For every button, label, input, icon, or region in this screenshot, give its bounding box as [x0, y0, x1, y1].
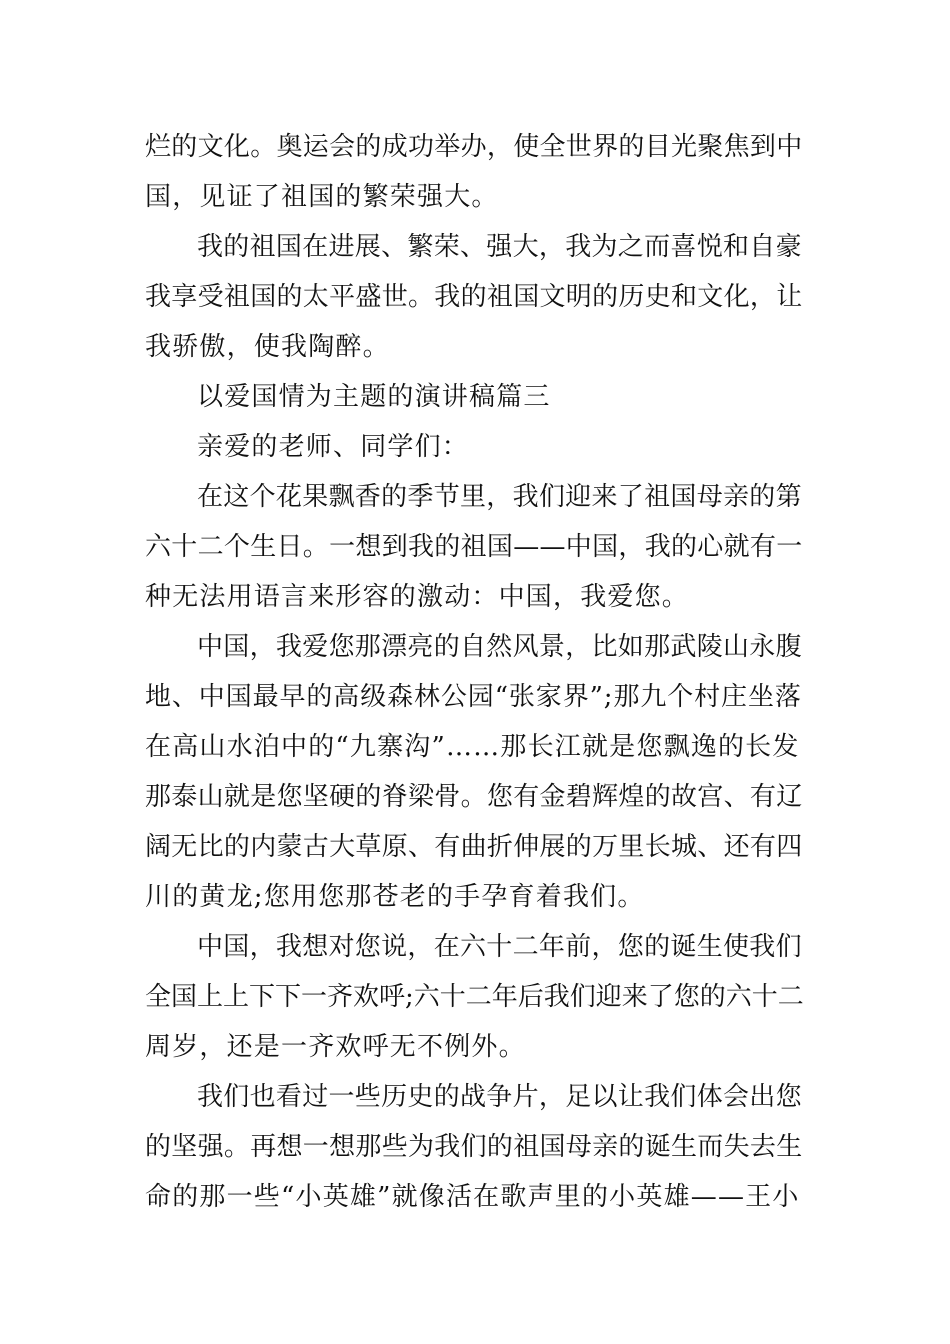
- salutation: 亲爱的老师、同学们：: [197, 432, 470, 462]
- text-line-12: 地、中国最早的高级森林公园“张家界”;那九个村庄坐落: [145, 682, 802, 712]
- text-line-5: 我骄傲，使我陶醉。: [145, 332, 390, 362]
- section-heading: 以爱国情为主题的演讲稿篇三: [197, 382, 551, 412]
- text-line-16: 川的黄龙;您用您那苍老的手孕育着我们。: [145, 882, 645, 912]
- text-line-1: 烂的文化。奥运会的成功举办，使全世界的目光聚焦到中: [145, 132, 803, 162]
- text-line-10: 种无法用语言来形容的激动：中国，我爱您。: [145, 582, 690, 612]
- text-line-17: 中国，我想对您说，在六十二年前，您的诞生使我们: [197, 932, 802, 962]
- text-line-22: 命的那一些“小英雄”就像活在歌声里的小英雄——王小: [145, 1182, 800, 1212]
- text-line-3: 我的祖国在进展、繁荣、强大，我为之而喜悦和自豪: [197, 232, 802, 262]
- text-line-20: 我们也看过一些历史的战争片，足以让我们体会出您: [197, 1082, 802, 1112]
- text-line-18: 全国上上下下一齐欢呼;六十二年后我们迎来了您的六十二: [145, 982, 804, 1012]
- text-line-2: 国，见证了祖国的繁荣强大。: [145, 182, 499, 212]
- text-line-11: 中国，我爱您那漂亮的自然风景，比如那武陵山永腹: [197, 632, 802, 662]
- text-line-4: 我享受祖国的太平盛世。我的祖国文明的历史和文化，让: [145, 282, 803, 312]
- text-line-15: 阔无比的内蒙古大草原、有曲折伸展的万里长城、还有四: [145, 832, 803, 862]
- text-line-13: 在高山水泊中的“九寨沟”……那长江就是您飘逸的长发: [145, 732, 800, 762]
- text-line-21: 的坚强。再想一想那些为我们的祖国母亲的诞生而失去生: [145, 1132, 803, 1162]
- text-line-14: 那泰山就是您坚硬的脊梁骨。您有金碧辉煌的故宫、有辽: [145, 782, 803, 812]
- text-line-8: 在这个花果飘香的季节里，我们迎来了祖国母亲的第: [197, 482, 802, 512]
- text-line-19: 周岁，还是一齐欢呼无不例外。: [145, 1032, 526, 1062]
- text-line-9: 六十二个生日。一想到我的祖国——中国，我的心就有一: [145, 532, 803, 562]
